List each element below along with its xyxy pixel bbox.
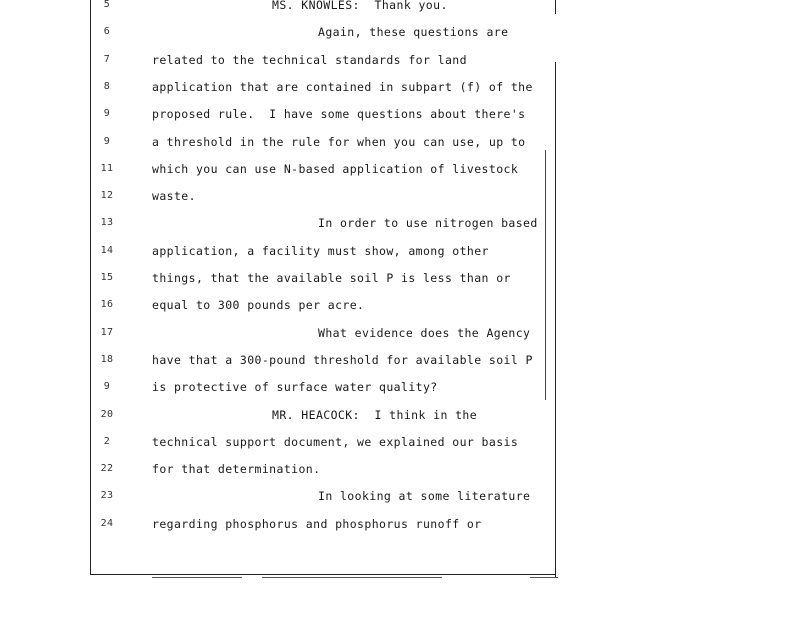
transcript-line [0, 77, 560, 97]
transcript-line [0, 432, 560, 452]
line-text: have that a 300-pound threshold for available soil P [152, 352, 533, 367]
page-bottom-border [90, 574, 556, 575]
line-number: 2 [103, 435, 111, 447]
transcript-line [0, 514, 560, 534]
transcript-line [0, 459, 560, 479]
line-number: 6 [103, 26, 111, 38]
bottom-scan-artifact [530, 577, 558, 578]
transcript-line [0, 159, 560, 179]
transcript-line [0, 22, 560, 42]
bottom-scan-artifact [262, 577, 442, 578]
line-number: 18 [100, 353, 114, 365]
line-number: 9 [103, 135, 111, 147]
line-text: In looking at some literature [318, 489, 531, 504]
line-text: application, a facility must show, among other [152, 243, 489, 258]
line-text: What evidence does the Agency [318, 325, 531, 340]
line-text: equal to 300 pounds per acre. [152, 298, 365, 313]
transcript-line [0, 268, 560, 288]
line-number: 12 [100, 190, 114, 202]
line-text: which you can use N-based application of livestock [152, 161, 519, 176]
line-text: a threshold in the rule for when you can use, up to [152, 134, 526, 149]
line-number: 9 [103, 108, 111, 120]
line-number: 13 [100, 217, 114, 229]
transcript-line [0, 213, 560, 233]
line-number: 9 [103, 381, 111, 393]
line-number: 7 [103, 53, 111, 65]
line-number: 17 [100, 326, 114, 338]
transcript-line [0, 350, 560, 370]
line-number: 20 [100, 408, 114, 420]
line-text: technical support document, we explained our basis [152, 434, 519, 449]
line-text: related to the technical standards for land [152, 52, 467, 67]
transcript-line [0, 132, 560, 152]
line-number: 24 [100, 517, 114, 529]
line-number: 22 [100, 463, 114, 475]
transcript-line [0, 295, 560, 315]
transcript-line [0, 241, 560, 261]
line-number: 16 [100, 299, 114, 311]
line-text: proposed rule. I have some questions about there's [152, 107, 526, 122]
transcript-line [0, 486, 560, 506]
transcript-line [0, 377, 560, 397]
transcript-line [0, 0, 560, 15]
line-text: Again, these questions are [318, 25, 509, 40]
line-number: 11 [100, 162, 114, 174]
transcript-line [0, 186, 560, 206]
line-number: 14 [100, 244, 114, 256]
line-number: 23 [100, 490, 114, 502]
line-text: regarding phosphorus and phosphorus runoff or [152, 516, 482, 531]
speaker-line-text: MS. KNOWLES: Thank you. [272, 0, 448, 12]
transcript-line [0, 50, 560, 70]
line-text: application that are contained in subpart (f) of the [152, 79, 533, 94]
line-text: for that determination. [152, 462, 321, 477]
line-number: 5 [103, 0, 111, 10]
line-number: 8 [103, 80, 111, 92]
speaker-line-text: MR. HEACOCK: I think in the [272, 407, 478, 422]
bottom-scan-artifact [152, 577, 242, 578]
line-number: 15 [100, 272, 114, 283]
line-text: waste. [152, 189, 196, 204]
line-text: things, that the available soil P is less than or [152, 271, 511, 285]
line-text: is protective of surface water quality? [152, 380, 438, 395]
line-text: In order to use nitrogen based [318, 216, 538, 231]
transcript-line [0, 323, 560, 343]
transcript-line [0, 104, 560, 124]
transcript-line [0, 405, 560, 425]
